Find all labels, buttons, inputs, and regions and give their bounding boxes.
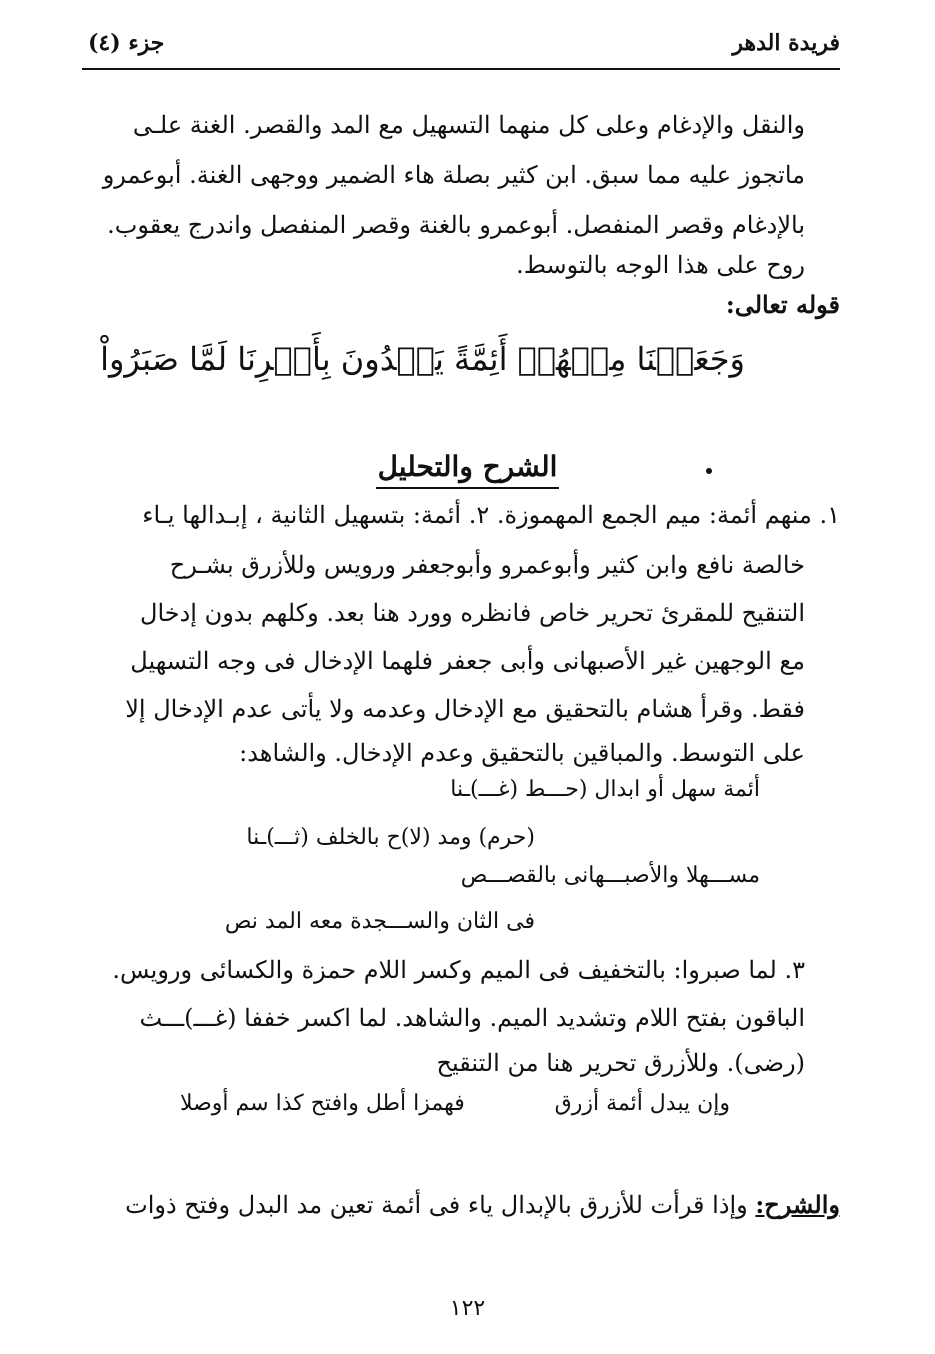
intro-line: ماتجوز عليه مما سبق. ابن كثير بصلة هاء الضمير ووجهى الغنة. أبوعمرو [102,161,805,189]
verse-intro: قوله تعالى: [725,290,840,319]
poem-line: أئمة سهل أو ابدال (حـــط (غـــ)ـنا [450,777,760,802]
para-line: ١. منهم أئمة: ميم الجمع المهموزة. ٢. أئمة: بتسهيل الثانية ، إبـدالها يـاء [142,501,840,529]
intro-line: والنقل والإدغام وعلى كل منهما التسهيل مع المد والقصر. الغنة علـى [132,111,805,139]
poem-line: فى الثان والســـجدة معه المد نص [224,909,535,934]
intro-line: روح على هذا الوجه بالتوسط. [516,251,805,279]
para-line: (رضى). وللأزرق تحرير هنا من التنقيح [436,1049,805,1077]
section-title [0,450,935,489]
header-divider [82,68,840,70]
para-line: خالصة نافع وابن كثير وأبوعمرو وأبوجعفر ورويس وللأزرق بشـرح [169,551,805,579]
para-line: على التوسط. والمباقين بالتحقيق وعدم الإدخال. والشاهد: [239,739,805,767]
para-line: الباقون بفتح اللام وتشديد الميم. والشاهد. لما اكسر خففا (غـــ)ـــث [139,1004,805,1032]
book-title: فريدة الدهر [732,30,840,56]
sharh-line [125,1190,840,1220]
sharh-label: والشرح: [755,1190,840,1219]
poem-hemistich-left: فهمزا أطل وافتح كذا سم أوصلا [180,1091,465,1116]
para-line: فقط. وقرأ هشام بالتحقيق مع الإدخال وعدمه ولا يأتى عدم الإدخال إلا [125,695,805,723]
para-line: ٣. لما صبروا: بالتخفيف فى الميم وكسر اللام حمزة والكسائى ورويس. [112,956,805,984]
poem-hemistich-right: وإن يبدل أئمة أزرق [554,1091,730,1116]
part-label: جزء (٤) [88,30,165,56]
quran-verse: وَجَعَلۡنَا مِنۡهُمۡ أَئِمَّةً يَهۡدُونَ بِأَمۡرِنَا لَمَّا صَبَرُواْ [100,340,745,378]
poem-line: مســـهلا والأصبـــهانى بالقصـــص [460,863,760,888]
para-line: مع الوجهين غير الأصبهانى وأبى جعفر فلهما الإدخال فى وجه التسهيل [130,647,805,675]
page-number: ١٢٢ [449,1296,486,1321]
section-title-text: الشرح والتحليل [376,450,560,489]
stray-dot [706,468,712,474]
intro-line: بالإدغام وقصر المنفصل. أبوعمرو بالغنة وقصر المنفصل واندرج يعقوب. [107,211,805,239]
sharh-text: وإذا قرأت للأزرق بالإبدال ياء فى أئمة تعين مد البدل وفتح ذوات [125,1191,748,1219]
poem-line: (حرم) ومد (لا)ح بالخلف (ثـــ)ـنا [246,825,535,850]
para-line: التنقيح للمقرئ تحرير خاص فانظره وورد هنا بعد. وكلهم بدون إدخال [140,599,805,627]
